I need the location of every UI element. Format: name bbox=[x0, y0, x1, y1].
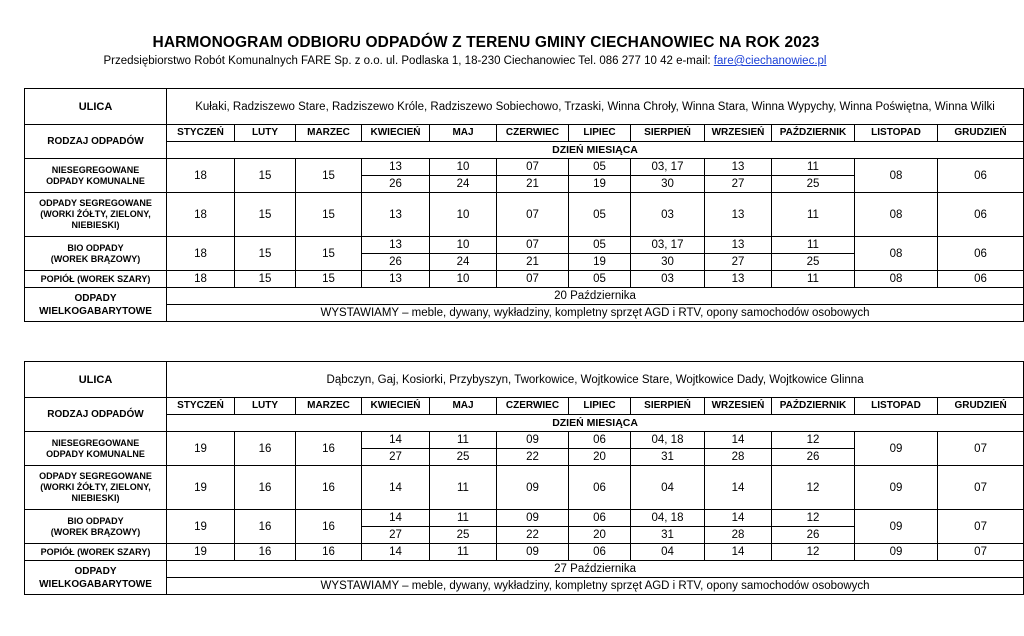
day-cell: 20 bbox=[569, 527, 631, 544]
month-header: LIPIEC bbox=[569, 125, 631, 142]
day-cell: 03, 17 bbox=[631, 237, 705, 254]
day-cell: 12 bbox=[772, 544, 855, 561]
month-header: MAJ bbox=[430, 398, 497, 415]
day-cell: 20 bbox=[569, 449, 631, 466]
day-cell: 10 bbox=[430, 193, 497, 237]
day-cell: 16 bbox=[296, 432, 362, 466]
day-cell: 13 bbox=[705, 193, 772, 237]
day-cell: 14 bbox=[705, 466, 772, 510]
month-header: SIERPIEŃ bbox=[631, 125, 705, 142]
day-cell: 18 bbox=[167, 237, 235, 271]
day-cell: 15 bbox=[296, 193, 362, 237]
day-cell: 11 bbox=[772, 193, 855, 237]
day-cell: 06 bbox=[569, 510, 631, 527]
day-cell: 13 bbox=[705, 237, 772, 254]
day-cell: 25 bbox=[772, 176, 855, 193]
day-cell: 13 bbox=[362, 271, 430, 288]
day-cell: 09 bbox=[497, 544, 569, 561]
schedule-table bbox=[24, 361, 1024, 595]
day-cell: 09 bbox=[855, 466, 938, 510]
day-of-month-label: DZIEŃ MIESIĄCA bbox=[167, 415, 1024, 432]
month-header: SIERPIEŃ bbox=[631, 398, 705, 415]
bulky-waste-date: 27 Października bbox=[167, 561, 1024, 578]
label-popiol: POPIÓŁ (WOREK SZARY) bbox=[25, 544, 167, 561]
day-cell: 26 bbox=[772, 449, 855, 466]
label-bio: BIO ODPADY (WOREK BRĄZOWY) bbox=[25, 237, 167, 271]
day-cell: 07 bbox=[497, 193, 569, 237]
day-cell: 11 bbox=[430, 466, 497, 510]
day-cell: 28 bbox=[705, 449, 772, 466]
day-cell: 04, 18 bbox=[631, 432, 705, 449]
month-header: KWIECIEŃ bbox=[362, 398, 430, 415]
day-cell: 18 bbox=[167, 159, 235, 193]
months-row bbox=[25, 125, 1024, 142]
page-title: HARMONOGRAM ODBIORU ODPADÓW Z TERENU GMINY CIECHANOWIEC NA ROK 2023 bbox=[152, 34, 820, 51]
day-cell: 03 bbox=[631, 193, 705, 237]
month-header: WRZESIEŃ bbox=[705, 398, 772, 415]
day-cell: 11 bbox=[430, 510, 497, 527]
day-cell: 06 bbox=[569, 466, 631, 510]
day-cell: 06 bbox=[938, 237, 1024, 271]
day-cell: 09 bbox=[855, 432, 938, 466]
day-cell: 09 bbox=[855, 510, 938, 544]
day-cell: 16 bbox=[235, 544, 296, 561]
day-cell: 05 bbox=[569, 271, 631, 288]
bulky-waste-note: WYSTAWIAMY – meble, dywany, wykładziny, kompletny sprzęt AGD i RTV, opony samochodów osobowych bbox=[167, 578, 1024, 595]
day-cell: 07 bbox=[497, 159, 569, 176]
row-niesegregowane bbox=[25, 432, 1024, 449]
day-cell: 05 bbox=[569, 193, 631, 237]
day-cell: 06 bbox=[938, 193, 1024, 237]
streets-list: Kułaki, Radziszewo Stare, Radziszewo Króle, Radziszewo Sobiechowo, Trzaski, Winna Chroły, Winna Stara, Winna Wypychy, Winna Poświętna, Winna Wilki bbox=[167, 89, 1024, 125]
rodzaj-label: RODZAJ ODPADÓW bbox=[25, 125, 167, 159]
day-cell: 30 bbox=[631, 254, 705, 271]
day-cell: 03 bbox=[631, 271, 705, 288]
month-header: WRZESIEŃ bbox=[705, 125, 772, 142]
day-cell: 03, 17 bbox=[631, 159, 705, 176]
day-cell: 09 bbox=[855, 544, 938, 561]
day-cell: 06 bbox=[569, 432, 631, 449]
month-header: PAŹDZIERNIK bbox=[772, 398, 855, 415]
streets-list: Dąbczyn, Gaj, Kosiorki, Przybyszyn, Tworkowice, Wojtkowice Stare, Wojtkowice Dady, Wojtkowice Glinna bbox=[167, 362, 1024, 398]
ulica-label: ULICA bbox=[25, 89, 167, 125]
day-cell: 30 bbox=[631, 176, 705, 193]
day-cell: 12 bbox=[772, 466, 855, 510]
day-cell: 31 bbox=[631, 527, 705, 544]
day-cell: 25 bbox=[772, 254, 855, 271]
month-header: LISTOPAD bbox=[855, 398, 938, 415]
month-header: LISTOPAD bbox=[855, 125, 938, 142]
day-cell: 15 bbox=[235, 237, 296, 271]
month-header: LUTY bbox=[235, 125, 296, 142]
row-wielkogabarytowe bbox=[25, 561, 1024, 578]
day-cell: 12 bbox=[772, 432, 855, 449]
day-cell: 14 bbox=[362, 432, 430, 449]
day-cell: 13 bbox=[705, 271, 772, 288]
month-header: GRUDZIEŃ bbox=[938, 398, 1024, 415]
day-cell: 07 bbox=[938, 510, 1024, 544]
month-header: STYCZEŃ bbox=[167, 398, 235, 415]
day-cell: 06 bbox=[938, 271, 1024, 288]
day-cell: 16 bbox=[235, 432, 296, 466]
month-header: KWIECIEŃ bbox=[362, 125, 430, 142]
row-segregowane bbox=[25, 193, 1024, 237]
day-cell: 24 bbox=[430, 254, 497, 271]
label-segregowane: ODPADY SEGREGOWANE (WORKI ŻÓŁTY, ZIELONY, NIEBIESKI) bbox=[25, 193, 167, 237]
company-address: Przedsiębiorstwo Robót Komunalnych FARE Sp. z o.o. ul. Podlaska 1, 18-230 Ciechanowiec Tel. 086 277 10 42 e-mail: bbox=[103, 55, 714, 67]
row-bio bbox=[25, 510, 1024, 527]
day-cell: 24 bbox=[430, 176, 497, 193]
day-cell: 19 bbox=[167, 510, 235, 544]
schedule-table bbox=[24, 88, 1024, 322]
day-cell: 11 bbox=[772, 159, 855, 176]
day-cell: 14 bbox=[705, 432, 772, 449]
day-cell: 15 bbox=[296, 271, 362, 288]
day-cell: 14 bbox=[705, 544, 772, 561]
day-cell: 26 bbox=[772, 527, 855, 544]
day-cell: 12 bbox=[772, 510, 855, 527]
label-wielkogabarytowe: ODPADY WIELKOGABARYTOWE bbox=[25, 561, 167, 595]
bulky-waste-date: 20 Października bbox=[167, 288, 1024, 305]
day-cell: 16 bbox=[296, 544, 362, 561]
day-cell: 13 bbox=[705, 159, 772, 176]
month-header: CZERWIEC bbox=[497, 125, 569, 142]
day-cell: 07 bbox=[938, 432, 1024, 466]
day-cell: 31 bbox=[631, 449, 705, 466]
day-cell: 27 bbox=[705, 176, 772, 193]
months-row bbox=[25, 398, 1024, 415]
day-cell: 26 bbox=[362, 176, 430, 193]
day-cell: 27 bbox=[362, 449, 430, 466]
day-cell: 05 bbox=[569, 237, 631, 254]
day-cell: 15 bbox=[235, 159, 296, 193]
row-niesegregowane bbox=[25, 159, 1024, 176]
email-link[interactable]: fare@ciechanowiec.pl bbox=[713, 55, 827, 67]
day-cell: 10 bbox=[430, 271, 497, 288]
day-of-month-label: DZIEŃ MIESIĄCA bbox=[167, 142, 1024, 159]
day-cell: 16 bbox=[296, 510, 362, 544]
day-cell: 16 bbox=[296, 466, 362, 510]
day-cell: 19 bbox=[167, 432, 235, 466]
month-header: CZERWIEC bbox=[497, 398, 569, 415]
day-cell: 16 bbox=[235, 466, 296, 510]
day-cell: 11 bbox=[772, 237, 855, 254]
label-wielkogabarytowe: ODPADY WIELKOGABARYTOWE bbox=[25, 288, 167, 322]
day-cell: 28 bbox=[705, 527, 772, 544]
month-header: LUTY bbox=[235, 398, 296, 415]
day-cell: 07 bbox=[938, 544, 1024, 561]
row-wielkogabarytowe bbox=[25, 288, 1024, 305]
day-cell: 14 bbox=[362, 466, 430, 510]
month-header: MAJ bbox=[430, 125, 497, 142]
day-cell: 19 bbox=[167, 466, 235, 510]
day-cell: 07 bbox=[938, 466, 1024, 510]
month-header: MARZEC bbox=[296, 125, 362, 142]
label-segregowane: ODPADY SEGREGOWANE (WORKI ŻÓŁTY, ZIELONY, NIEBIESKI) bbox=[25, 466, 167, 510]
day-cell: 19 bbox=[569, 254, 631, 271]
day-cell: 11 bbox=[430, 544, 497, 561]
company-info bbox=[0, 55, 930, 67]
ulica-label: ULICA bbox=[25, 362, 167, 398]
day-cell: 09 bbox=[497, 510, 569, 527]
day-cell: 14 bbox=[705, 510, 772, 527]
day-cell: 14 bbox=[362, 510, 430, 527]
day-cell: 09 bbox=[497, 432, 569, 449]
day-cell: 18 bbox=[167, 271, 235, 288]
day-cell: 08 bbox=[855, 193, 938, 237]
row-bio bbox=[25, 237, 1024, 254]
day-cell: 07 bbox=[497, 271, 569, 288]
label-popiol: POPIÓŁ (WOREK SZARY) bbox=[25, 271, 167, 288]
month-header: STYCZEŃ bbox=[167, 125, 235, 142]
day-cell: 04, 18 bbox=[631, 510, 705, 527]
day-cell: 13 bbox=[362, 193, 430, 237]
day-cell: 21 bbox=[497, 176, 569, 193]
day-cell: 15 bbox=[296, 237, 362, 271]
month-header: LIPIEC bbox=[569, 398, 631, 415]
day-cell: 27 bbox=[362, 527, 430, 544]
label-niesegregowane: NIESEGREGOWANE ODPADY KOMUNALNE bbox=[25, 159, 167, 193]
day-cell: 13 bbox=[362, 159, 430, 176]
label-bio: BIO ODPADY (WOREK BRĄZOWY) bbox=[25, 510, 167, 544]
day-cell: 27 bbox=[705, 254, 772, 271]
day-cell: 19 bbox=[569, 176, 631, 193]
day-cell: 11 bbox=[430, 432, 497, 449]
day-cell: 08 bbox=[855, 237, 938, 271]
day-cell: 21 bbox=[497, 254, 569, 271]
month-header: GRUDZIEŃ bbox=[938, 125, 1024, 142]
month-header: PAŹDZIERNIK bbox=[772, 125, 855, 142]
label-niesegregowane: NIESEGREGOWANE ODPADY KOMUNALNE bbox=[25, 432, 167, 466]
day-cell: 13 bbox=[362, 237, 430, 254]
day-cell: 07 bbox=[497, 237, 569, 254]
day-cell: 08 bbox=[855, 159, 938, 193]
row-popiol bbox=[25, 544, 1024, 561]
rodzaj-label: RODZAJ ODPADÓW bbox=[25, 398, 167, 432]
day-cell: 26 bbox=[362, 254, 430, 271]
day-cell: 19 bbox=[167, 544, 235, 561]
day-cell: 14 bbox=[362, 544, 430, 561]
day-cell: 15 bbox=[235, 271, 296, 288]
day-cell: 22 bbox=[497, 527, 569, 544]
day-cell: 10 bbox=[430, 237, 497, 254]
day-cell: 08 bbox=[855, 271, 938, 288]
row-segregowane bbox=[25, 466, 1024, 510]
row-popiol bbox=[25, 271, 1024, 288]
day-cell: 25 bbox=[430, 527, 497, 544]
day-cell: 15 bbox=[296, 159, 362, 193]
day-cell: 16 bbox=[235, 510, 296, 544]
bulky-waste-note: WYSTAWIAMY – meble, dywany, wykładziny, kompletny sprzęt AGD i RTV, opony samochodów osobowych bbox=[167, 305, 1024, 322]
day-cell: 22 bbox=[497, 449, 569, 466]
day-cell: 25 bbox=[430, 449, 497, 466]
day-cell: 10 bbox=[430, 159, 497, 176]
day-cell: 11 bbox=[772, 271, 855, 288]
day-cell: 18 bbox=[167, 193, 235, 237]
day-cell: 15 bbox=[235, 193, 296, 237]
day-cell: 06 bbox=[569, 544, 631, 561]
day-cell: 04 bbox=[631, 544, 705, 561]
day-cell: 06 bbox=[938, 159, 1024, 193]
day-cell: 09 bbox=[497, 466, 569, 510]
month-header: MARZEC bbox=[296, 398, 362, 415]
day-cell: 05 bbox=[569, 159, 631, 176]
day-cell: 04 bbox=[631, 466, 705, 510]
